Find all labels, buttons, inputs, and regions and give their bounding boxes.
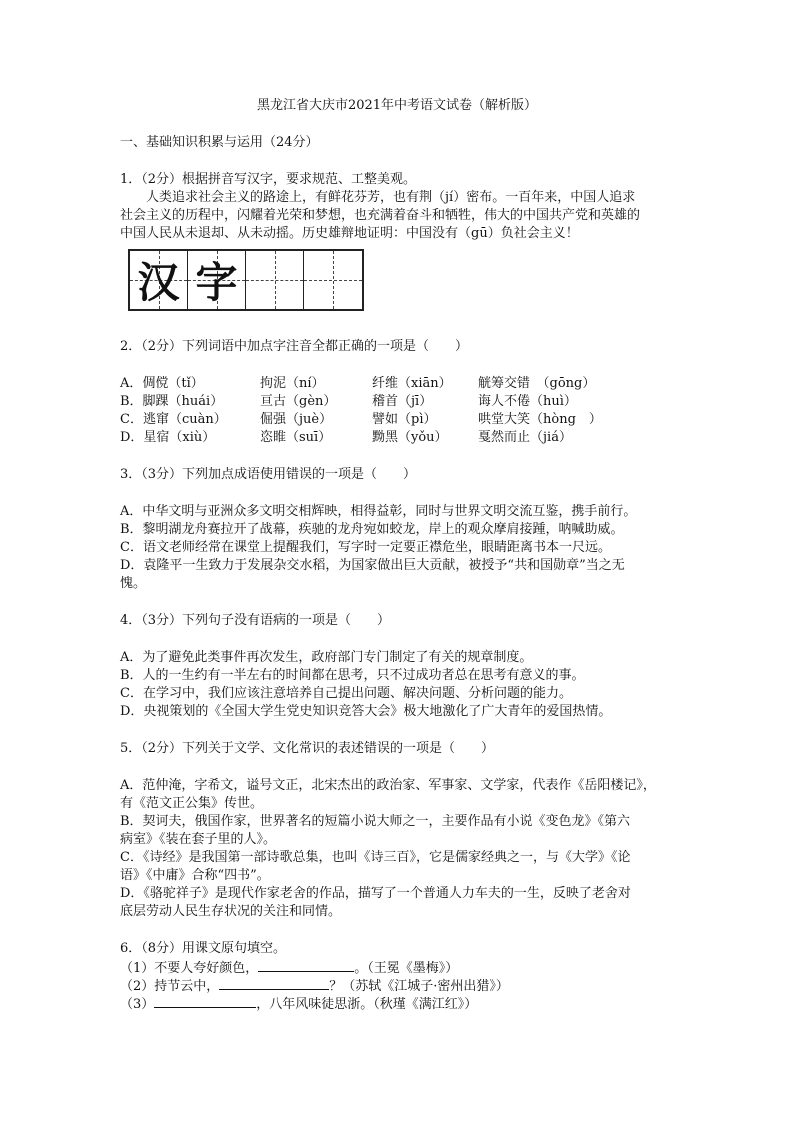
- answer-blank[interactable]: [154, 994, 256, 1008]
- grid-cell[interactable]: [130, 251, 188, 309]
- fill-blank-line: [120, 994, 477, 1014]
- question-2-stem: 2．（2分）下列词语中加点字注音全都正确的一项是（ ）: [120, 339, 469, 354]
- fill-blank-line: [120, 958, 458, 978]
- option-item: 稽首（jī）: [372, 394, 433, 409]
- option-item: 诲人不倦（huì）: [478, 394, 577, 409]
- option-row: [0, 393, 794, 411]
- question-3-stem: 3．（3分）下列加点成语使用错误的一项是（ ）: [120, 467, 417, 482]
- grid-character: [304, 251, 362, 309]
- question-5-option: C．《诗经》是我国第一部诗歌总集，也叫《诗三百》，它是儒家经典之一，与《大学》《论: [120, 850, 631, 865]
- question-4-option: D．央视策划的《全国大学生党史知识竞答大会》极大地激化了广大青年的爱国热情。: [120, 704, 612, 719]
- fill-blank-line: [120, 976, 509, 996]
- fill-blank-prefix: （3）: [120, 997, 155, 1012]
- grid-character: [246, 251, 303, 309]
- page-title: 黑龙江省大庆市2021年中考语文试卷（解析版）: [256, 98, 538, 113]
- answer-blank[interactable]: [258, 958, 354, 972]
- fill-blank-suffix: ，八年风味徒思浙。（秋瑾《满江红》）: [256, 997, 478, 1012]
- option-item: 亘古（gèn）: [260, 394, 337, 409]
- option-item: D．星宿（xiù）: [120, 430, 216, 445]
- question-5-option: B．契诃夫，俄国作家，世界著名的短篇小说大师之一，主要作品有小说《变色龙》《第六: [120, 814, 631, 829]
- question-5-option: A．范仲淹，字希文，谥号文正，北宋杰出的政治家、军事家、文学家，代表作《岳阳楼记》，: [120, 778, 656, 793]
- question-5-option: D．《骆驼祥子》是现代作家老舍的作品，描写了一个普通人力车夫的一生，反映了老舍对: [120, 886, 631, 901]
- option-item: 黝黑（yǒu）: [372, 430, 448, 445]
- character-writing-grid: [128, 249, 364, 311]
- grid-cell[interactable]: [246, 251, 304, 309]
- option-item: 倔强（juè）: [260, 412, 333, 427]
- section-heading: 一、基础知识积累与运用（24分）: [120, 135, 319, 150]
- fill-blank-suffix: ？（苏轼《江城子·密州出猎》）: [329, 979, 509, 994]
- question-3-option: D．袁隆平一生致力于发展杂交水稻，为国家做出巨大贡献，被授予“共和国勋章”当之无: [120, 558, 625, 573]
- question-5-option: 语》《中庸》合称“四书”。: [120, 868, 270, 883]
- question-4-option: B．人的一生约有一半左右的时间都在思考，只不过成功者总在思考有意义的事。: [120, 668, 585, 683]
- question-1-passage-line: 社会主义的历程中，闪耀着光荣和梦想，也充满着奋斗和牺牲，伟大的中国共产党和英雄的: [120, 208, 641, 223]
- question-3-option: C．语文老师经常在课堂上提醒我们，写字时一定要正襟危坐，眼睛距离书本一尺远。: [120, 540, 611, 555]
- grid-character: 字: [195, 258, 238, 307]
- fill-blank-prefix: （1）不要人夸好颜色，: [120, 961, 259, 976]
- option-item: 恣睢（suī）: [260, 430, 332, 445]
- question-5-stem: 5．（2分）下列关于文学、文化常识的表述错误的一项是（ ）: [120, 741, 495, 756]
- grid-cell[interactable]: [188, 251, 246, 309]
- fill-blank-suffix: 。（王冕《墨梅》）: [354, 961, 459, 976]
- question-4-option: C．在学习中，我们应该注意培养自己提出问题、解决问题、分析问题的能力。: [120, 686, 572, 701]
- option-item: 戛然而止（jiá）: [478, 430, 572, 445]
- grid-character: 汉: [137, 258, 180, 307]
- option-row: [0, 375, 794, 393]
- question-4-option: A．为了避免此类事件再次发生，政府部门专门制定了有关的规章制度。: [120, 650, 533, 665]
- question-5-option: 病室》《装在套子里的人》。: [120, 832, 277, 847]
- grid-cell[interactable]: [304, 251, 362, 309]
- option-item: 拘泥（ní）: [260, 376, 325, 391]
- question-3-option: 愧。: [120, 576, 147, 591]
- option-item: 哄堂大笑（hòng ）: [478, 412, 602, 427]
- option-item: B．脚踝（huái）: [120, 394, 224, 409]
- question-6-stem: 6．（8分）用课文原句填空。: [120, 941, 287, 956]
- option-row: [0, 429, 794, 447]
- question-3-option: A．中华文明与亚洲众多文明交相辉映，相得益彰，同时与世界文明交流互鉴，携手前行。: [120, 504, 637, 519]
- answer-blank[interactable]: [219, 976, 329, 990]
- question-1-passage-line: 人类追求社会主义的路途上，有鲜花芬芳，也有荆（jí）密布。一百年来，中国人追求: [146, 190, 636, 205]
- fill-blank-prefix: （2）持节云中，: [120, 979, 220, 994]
- question-5-option: 底层劳动人民生存状况的关注和同情。: [120, 904, 342, 919]
- question-1-stem: 1．（2分）根据拼音写汉字，要求规范、工整美观。: [120, 172, 417, 187]
- question-1-passage-line: 中国人民从未退却、从未动摇。历史雄辩地证明：中国没有（gū）负社会主义！: [120, 226, 579, 241]
- option-row: [0, 411, 794, 429]
- option-item: 觥筹交错 （gōng）: [478, 376, 596, 391]
- option-item: 譬如（pì）: [372, 412, 437, 427]
- question-4-stem: 4．（3分）下列句子没有语病的一项是（ ）: [120, 613, 391, 628]
- option-item: C．逃窜（cuàn）: [120, 412, 227, 427]
- option-item: 纤维（xiān）: [372, 376, 452, 391]
- option-item: A．倜傥（tǐ）: [120, 376, 204, 391]
- question-5-option: 有《范文正公集》传世。: [120, 796, 264, 811]
- question-3-option: B．黎明湖龙舟赛拉开了战幕，疾驰的龙舟宛如蛟龙，岸上的观众摩肩接踵，呐喊助威。: [120, 522, 624, 537]
